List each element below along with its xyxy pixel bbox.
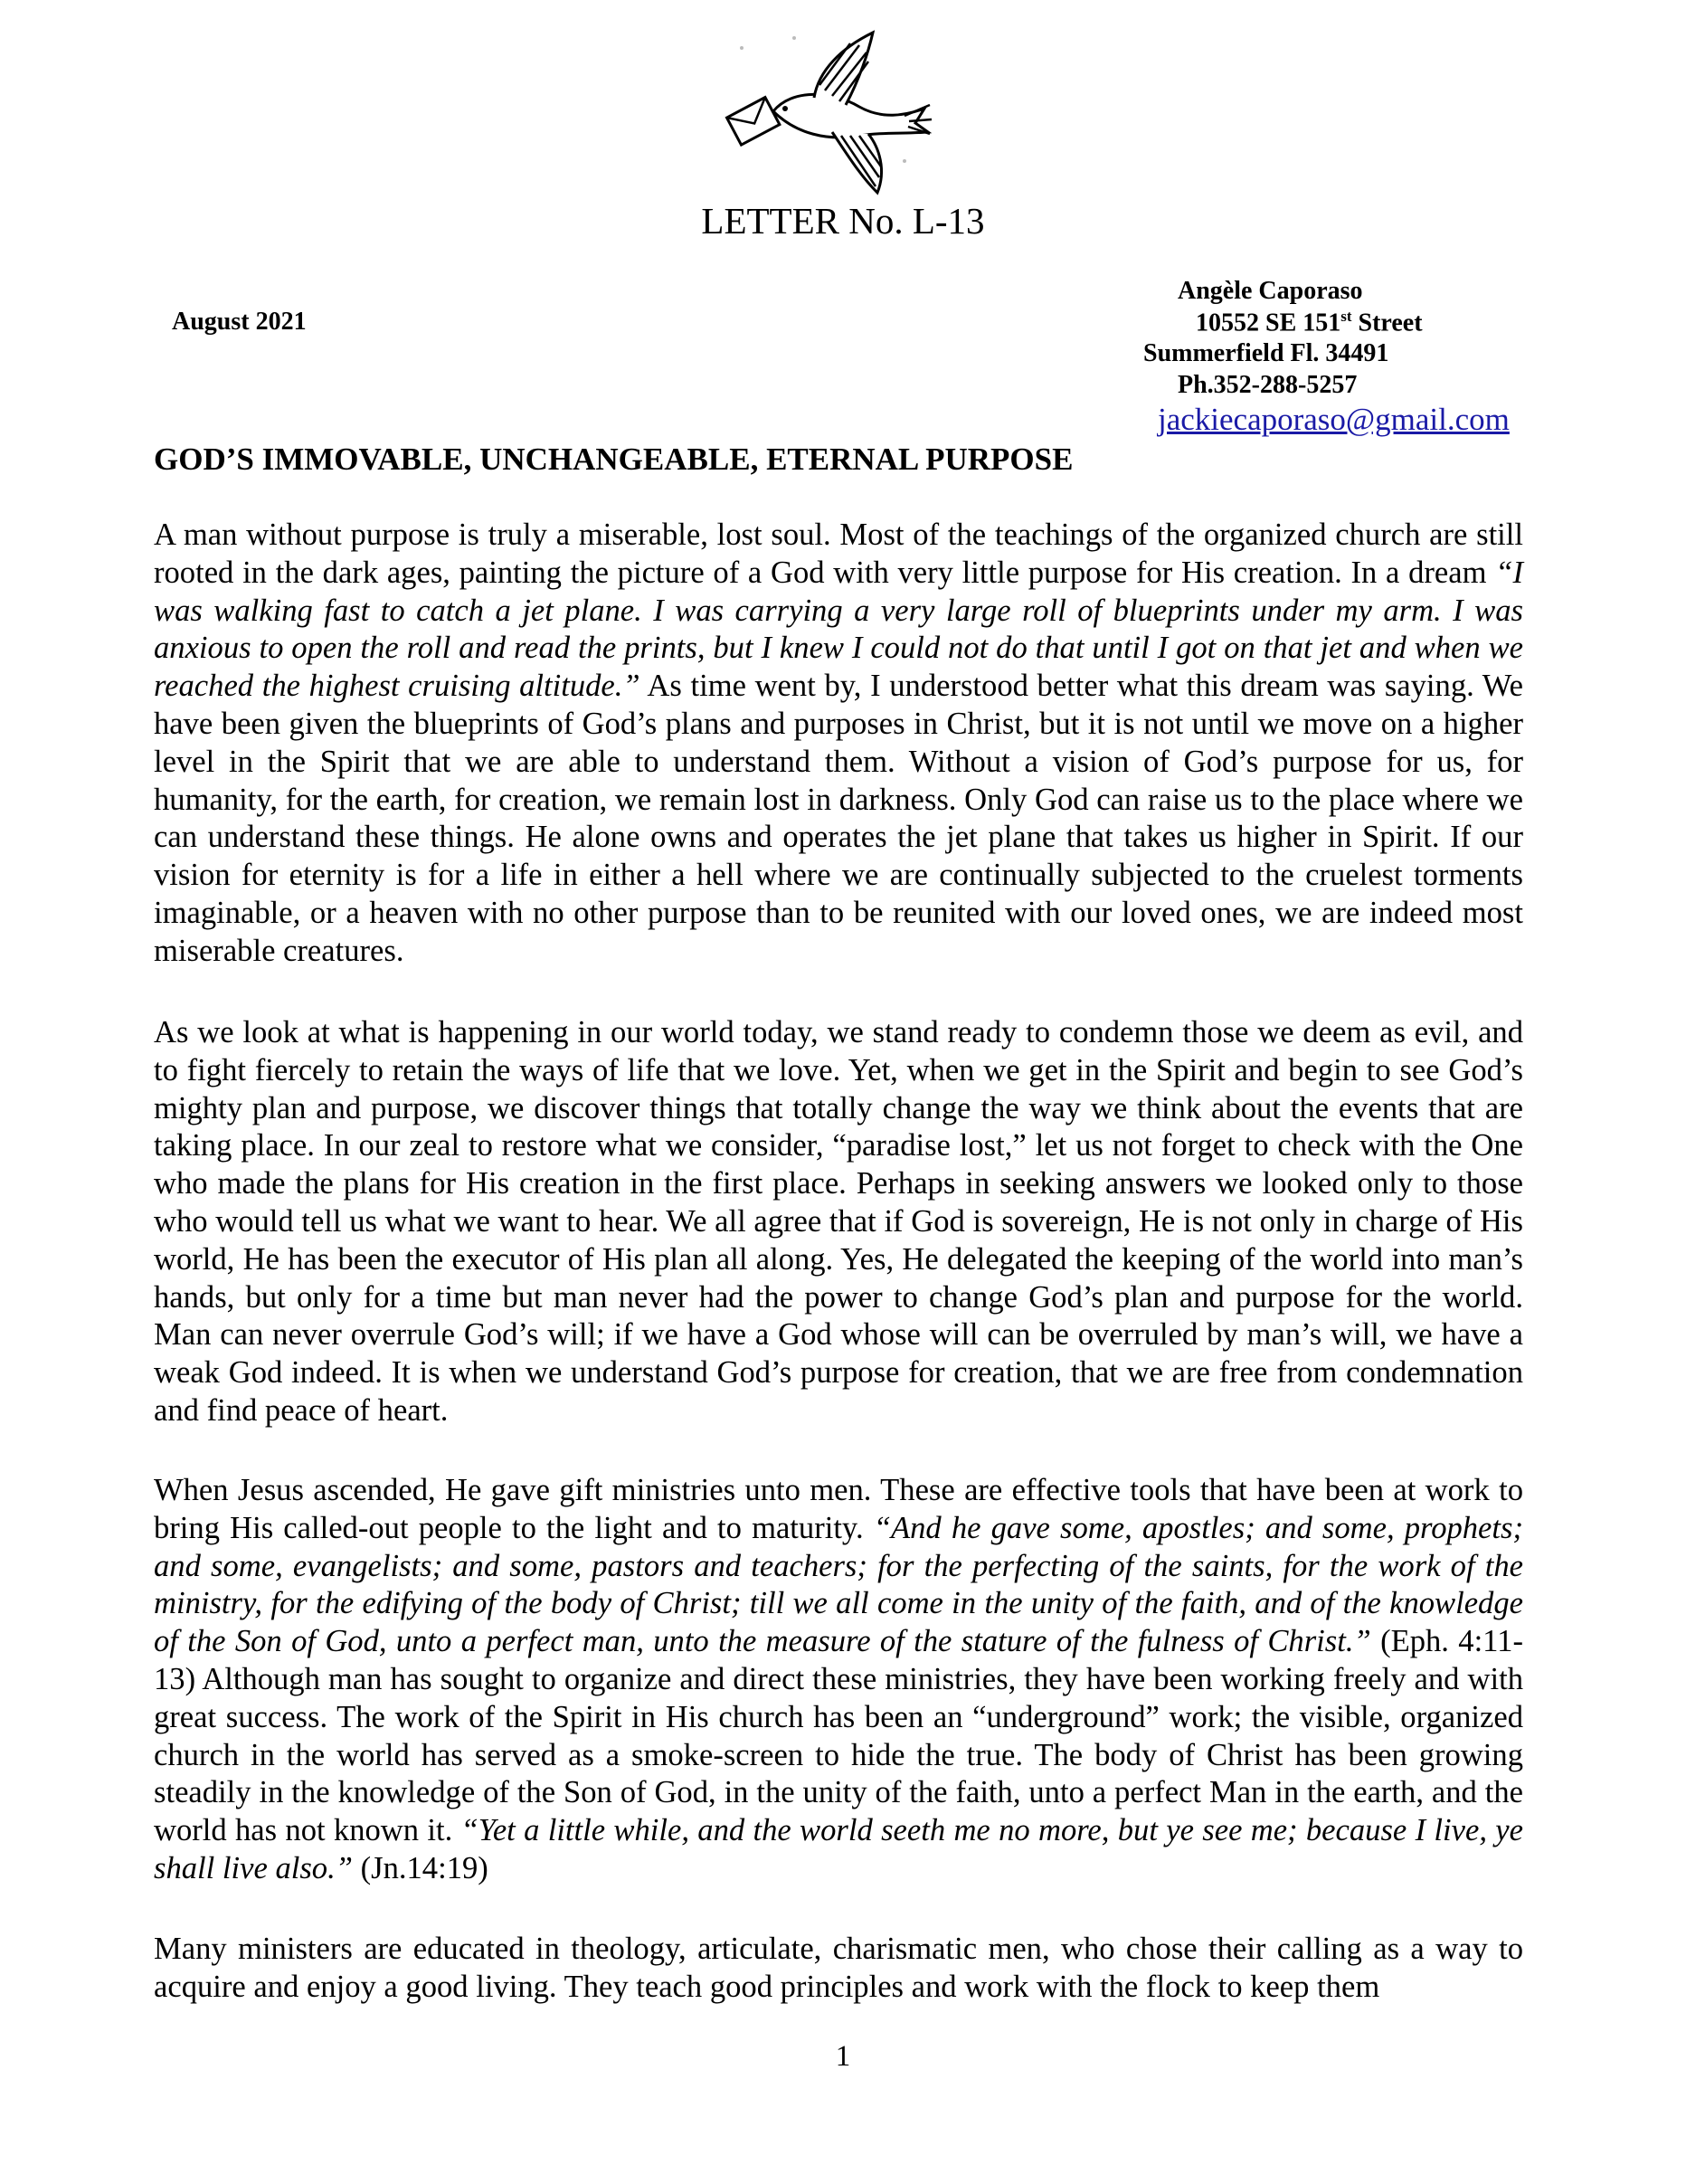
sender-street: 10552 SE 151st Street	[1196, 308, 1423, 337]
paragraph-2: As we look at what is happening in our world today, we stand ready to condemn those we deem as evil, and to fight fiercely to retain the ways of life that we love. Yet, when we get in the Spirit and begin to see God’s mighty plan and purpose, we discover things that totally change the way we think about the events that are taking place. In our zeal to restore what we consider, “paradise lost,” let us not forget to check with the One who made the plans for His creation in the first place. Perhaps in seeking answers we looked only to those who would tell us what we want to hear. We all agree that if God is sovereign, He is not only in charge of His world, He has been the executor of His plan all along. Yes, He delegated the keeping of the world into man’s hands, but only for a time but man never had the power to change God’s plan and purpose for the world. Man can never overrule God’s will; if we have a God whose will can be overruled by man’s will, we have a weak God indeed. It is when we understand God’s purpose for creation, that we are free from condemnation and find peace of heart.	[154, 1015, 1523, 1428]
article-heading: GOD’S IMMOVABLE, UNCHANGEABLE, ETERNAL PURPOSE	[154, 442, 1074, 477]
sender-email-link[interactable]: jackiecaporaso@gmail.com	[1158, 402, 1510, 437]
paragraph-3: When Jesus ascended, He gave gift ministries unto men. These are effective tools that have been at work to bring His called-out people to the light and to maturity. “And he gave some, apostles; and some, prophets; and some, evangelists; and some, pastors and teachers; for the perfecting of the saints, for the work of the ministry, for the edifying of the body of Christ; till we all come in the unity of the faith, and of the knowledge of the Son of God, unto a perfect man, unto the measure of the stature of the fulness of Christ.” (Eph. 4:11-13) Although man has sought to organize and direct these ministries, they have been working freely and with great success. The work of the Spirit in His church has been an “underground” work; the visible, organized church in the world has served as a smoke-screen to hide the true. The body of Christ has been growing steadily in the knowledge of the Son of God, in the unity of the faith, unto a perfect Man in the earth, and the world has not known it. “Yet a little while, and the world seeth me no more, but ye see me; because I live, ye shall live also.” (Jn.14:19)	[154, 1473, 1523, 1885]
letter-number: LETTER No. L-13	[701, 200, 985, 242]
sender-name: Angèle Caporaso	[1178, 277, 1363, 305]
sender-phone: Ph.352-288-5257	[1178, 371, 1358, 399]
paragraph-4: Many ministers are educated in theology, articulate, charismatic men, who chose their calling as a way to acquire and enjoy a good living. They teach good principles and work with the flock to keep them	[154, 1932, 1523, 2004]
sender-city: Summerfield Fl. 34491	[1143, 339, 1389, 367]
page-number: 1	[835, 2040, 851, 2073]
letter-date: August 2021	[172, 308, 307, 336]
dove-with-letter-logo	[724, 25, 932, 197]
paragraph-1: A man without purpose is truly a miserable, lost soul. Most of the teachings of the organized church are still rooted in the dark ages, painting the picture of a God with very little purpose for His creation. In a dream “I was walking fast to catch a jet plane. I was carrying a very large roll of blueprints under my arm. I was anxious to open the roll and read the prints, but I knew I could not do that until I got on that jet and when we reached the highest cruising altitude.” As time went by, I understood better what this dream was saying. We have been given the blueprints of God’s plans and purposes in Christ, but it is not until we move on a higher level in the Spirit that we are able to understand them. Without a vision of God’s purpose for us, for humanity, for the earth, for creation, we remain lost in darkness. Only God can raise us to the place where we can understand these things. He alone owns and operates the jet plane that takes us higher in Spirit. If our vision for eternity is for a life in either a hell where we are continually subjected to the cruelest torments imaginable, or a heaven with no other purpose than to be reunited with our loved ones, we are indeed most miserable creatures.	[154, 518, 1523, 968]
